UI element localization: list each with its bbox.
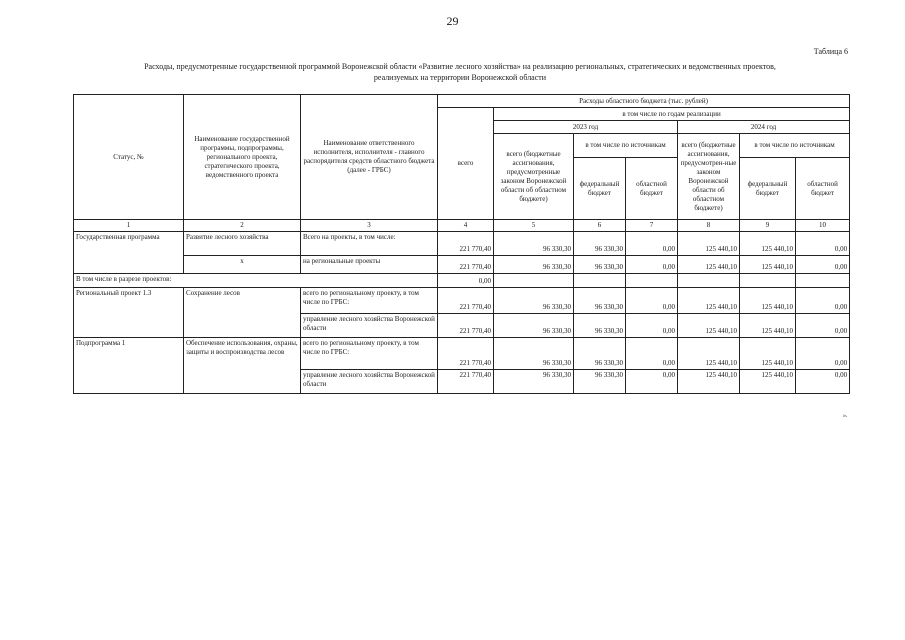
table-row (74, 288, 850, 314)
table-row (74, 232, 850, 256)
caption-line-1: Расходы, предусмотренные государственной программой Воронежской области «Развитие лесного хозяйства» на реализацию региональных, стратегических и ведомственных проектов, (144, 62, 776, 71)
row-status: Подпрограмма 1 (74, 338, 184, 394)
column-number: 4 (438, 220, 494, 232)
value-total: 221 770,40 (438, 288, 494, 314)
row-marker: x (184, 256, 301, 274)
empty-cell (796, 274, 850, 288)
value-2023-federal: 96 330,30 (574, 288, 626, 314)
value-2023-federal: 96 330,30 (574, 232, 626, 256)
header-by-years: в том числе по годам реализации (494, 108, 850, 121)
value-2024-regional: 0,00 (796, 338, 850, 370)
header-year-2024: 2024 год (678, 121, 850, 134)
empty-cell (494, 274, 574, 288)
row-name: Обеспечение использования, охраны, защиты и воспроизводства лесов (184, 338, 301, 394)
value-2023-regional: 0,00 (626, 338, 678, 370)
header-total: всего (438, 108, 494, 220)
value-2024-regional: 0,00 (796, 314, 850, 338)
breakdown-label: В том числе в разрезе проектов: (74, 274, 438, 288)
column-number: 3 (301, 220, 438, 232)
value-2023-total: 96 330,30 (494, 338, 574, 370)
column-number: 8 (678, 220, 740, 232)
row-executor: всего по региональному проекту, в том числе по ГРБС: (301, 288, 438, 314)
header-regional-2023: областной бюджет (626, 158, 678, 220)
value-2024-total: 125 440,10 (678, 338, 740, 370)
value-2024-total: 125 440,10 (678, 232, 740, 256)
column-number: 1 (74, 220, 184, 232)
row-executor: всего по региональному проекту, в том числе по ГРБС: (301, 338, 438, 370)
value-total: 0,00 (438, 274, 494, 288)
budget-table (73, 94, 850, 394)
column-numbers-row (74, 220, 850, 232)
header-federal-2023: федеральный бюджет (574, 158, 626, 220)
value-2024-federal: 125 440,10 (740, 314, 796, 338)
value-2024-regional: 0,00 (796, 232, 850, 256)
table-caption (90, 61, 830, 83)
table-row (74, 274, 850, 288)
empty-cell (740, 274, 796, 288)
value-2023-federal: 96 330,30 (574, 314, 626, 338)
table-row (74, 338, 850, 370)
value-total: 221 770,40 (438, 314, 494, 338)
row-status: Государственная программа (74, 232, 184, 274)
value-2023-regional: 0,00 (626, 288, 678, 314)
row-executor: Всего на проекты, в том числе: (301, 232, 438, 256)
value-2024-regional: 0,00 (796, 256, 850, 274)
empty-cell (626, 274, 678, 288)
column-number: 9 (740, 220, 796, 232)
empty-cell (574, 274, 626, 288)
value-2024-federal: 125 440,10 (740, 370, 796, 394)
column-number: 2 (184, 220, 301, 232)
header-by-sources-2023: в том числе по источникам (574, 134, 678, 158)
caption-line-2: реализуемых на территории Воронежской области (373, 73, 547, 82)
value-2023-federal: 96 330,30 (574, 370, 626, 394)
empty-cell (678, 274, 740, 288)
row-executor: на региональные проекты (301, 256, 438, 274)
value-2024-total: 125 440,10 (678, 370, 740, 394)
column-number: 6 (574, 220, 626, 232)
value-total: 221 770,40 (438, 232, 494, 256)
value-2023-regional: 0,00 (626, 256, 678, 274)
value-2024-federal: 125 440,10 (740, 288, 796, 314)
value-2024-federal: 125 440,10 (740, 232, 796, 256)
header-status: Статус, № (74, 95, 184, 220)
table-label: Таблица 6 (813, 47, 848, 56)
header-year-2023: 2023 год (494, 121, 678, 134)
value-2023-total: 96 330,30 (494, 314, 574, 338)
value-total: 221 770,40 (438, 256, 494, 274)
closing-quote-mark: ». (843, 413, 848, 419)
row-executor: управление лесного хозяйства Воронежской области (301, 370, 438, 394)
page-number: 29 (446, 14, 459, 28)
header-by-sources-2024: в том числе по источникам (740, 134, 850, 158)
value-2023-total: 96 330,30 (494, 370, 574, 394)
value-total: 221 770,40 (438, 338, 494, 370)
header-total-alloc-2024: всего (бюджетные ассигнования, предусмотрен-ные законом Воронежской области об областном бюджете) (678, 134, 740, 220)
value-2023-total: 96 330,30 (494, 288, 574, 314)
value-2024-regional: 0,00 (796, 288, 850, 314)
column-number: 5 (494, 220, 574, 232)
value-2023-federal: 96 330,30 (574, 338, 626, 370)
header-regional-2024: областной бюджет (796, 158, 850, 220)
row-name: Сохранение лесов (184, 288, 301, 338)
row-executor: управление лесного хозяйства Воронежской области (301, 314, 438, 338)
value-total: 221 770,40 (438, 370, 494, 394)
value-2024-federal: 125 440,10 (740, 256, 796, 274)
value-2024-total: 125 440,10 (678, 314, 740, 338)
column-number: 10 (796, 220, 850, 232)
value-2024-total: 125 440,10 (678, 288, 740, 314)
header-row-1 (74, 95, 850, 108)
row-name: Развитие лесного хозяйства (184, 232, 301, 256)
value-2023-regional: 0,00 (626, 370, 678, 394)
header-federal-2024: федеральный бюджет (740, 158, 796, 220)
row-status: Региональный проект 1.3 (74, 288, 184, 338)
value-2023-regional: 0,00 (626, 314, 678, 338)
value-2023-federal: 96 330,30 (574, 256, 626, 274)
column-number: 7 (626, 220, 678, 232)
value-2023-total: 96 330,30 (494, 232, 574, 256)
value-2023-regional: 0,00 (626, 232, 678, 256)
header-program-name: Наименование государственной программы, подпрограммы, регионального проекта, стратегического проекта, ведомственного проекта (184, 95, 301, 220)
header-executor: Наименование ответственного исполнителя, исполнителя - главного распорядителя средств областного бюджета (далее - ГРБС) (301, 95, 438, 220)
value-2024-regional: 0,00 (796, 370, 850, 394)
header-expenses: Расходы областного бюджета (тыс. рублей) (438, 95, 850, 108)
header-total-alloc-2023: всего (бюджетные ассигнования, предусмотренные законом Воронежской области об областном бюджете) (494, 134, 574, 220)
value-2023-total: 96 330,30 (494, 256, 574, 274)
value-2024-federal: 125 440,10 (740, 338, 796, 370)
table-row (74, 256, 850, 274)
value-2024-total: 125 440,10 (678, 256, 740, 274)
